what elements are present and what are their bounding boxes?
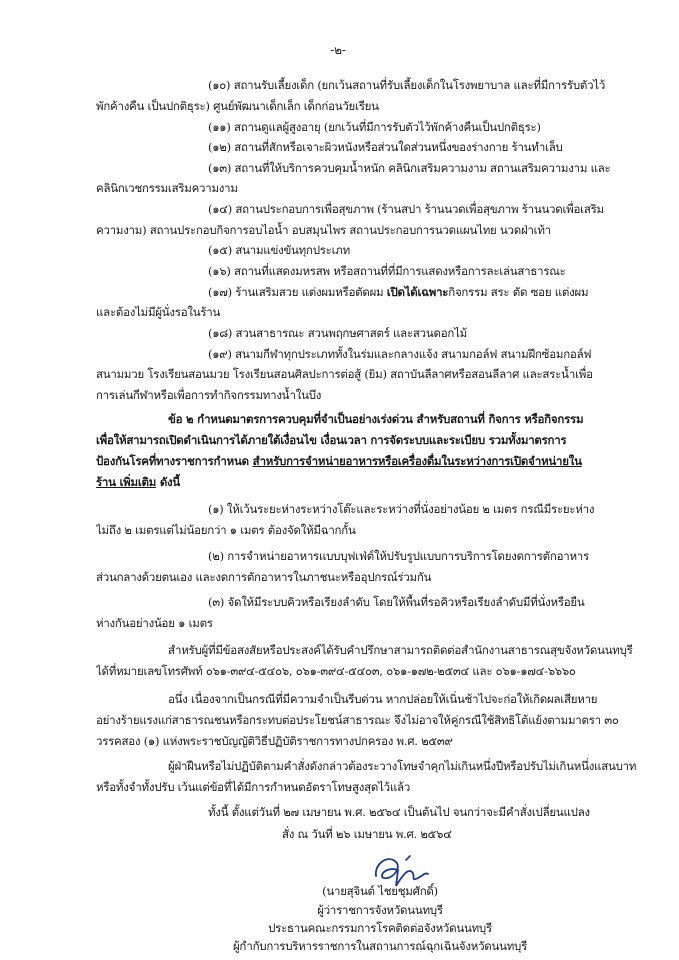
item-14-line2: ความงาม) สถานประกอบกิจการอบไอน้ำ อบสมุนไพร สถานประกอบการนวดแผนไทย นวดฝ่าเท้า xyxy=(96,223,551,237)
clause-2-line3 xyxy=(96,453,582,469)
measure-3-line1: (๓) จัดให้มีระบบคิวหรือเรียงลำดับ โดยให้พื้นที่รอคิวหรือเรียงลำดับมีที่นั่งหรือยืน xyxy=(208,595,585,609)
item-17-line2: และต้องไม่มีผู้นั่งรอในร้าน xyxy=(96,305,221,319)
signer-title-2: ประธานคณะกรรมการโรคติดต่อจังหวัดนนทบุรี xyxy=(268,921,492,935)
urgency-line1: อนึ่ง เนื่องจากเป็นกรณีที่มีความจำเป็นรีบด่วน หากปล่อยให้เนิ่นช้าไปจะก่อให้เกิดผลเสียหาย xyxy=(168,692,598,706)
page-number: -๒- xyxy=(330,43,346,57)
urgency-line2: อย่างร้ายแรงแก่สาธารณชนหรือกระทบต่อประโยชน์สาธารณะ จึงไม่อาจให้คู่กรณีใช้สิทธิโต้แย้งตามมาตรา ๓๐ xyxy=(96,713,619,727)
measure-2-line2: ส่วนกลางด้วยตนเอง และงดการตักอาหารในภาชนะหรืออุปกรณ์ร่วมกัน xyxy=(96,570,432,584)
item-19-line1: (๑๙) สนามกีฬาทุกประเภททั้งในร่มและกลางแจ้ง สนามกอล์ฟ สนามฝึกซ้อมกอล์ฟ xyxy=(208,347,592,361)
order-date: สั่ง ณ วันที่ ๒๖ เมษายน พ.ศ. ๒๕๖๔ xyxy=(282,827,452,841)
item-13-line1: (๑๓) สถานที่ให้บริการควบคุมน้ำหนัก คลินิกเสริมความงาม สถานเสริมความงาม และ xyxy=(208,161,611,175)
signer-name: (นายสุจินต์ ไชยชุมศักดิ์) xyxy=(322,884,438,898)
item-12: (๑๒) สถานที่สักหรือเจาะผิวหนังหรือส่วนใดส่วนหนึ่งของร่างกาย ร้านทำเล็บ xyxy=(208,140,563,154)
contact-line2: ได้ที่หมายเลขโทรศัพท์ ๐๖๑-๓๙๔-๕๔๐๖, ๐๖๑-๓๙๔-๕๔๐๓, ๐๖๑-๑๗๒-๒๕๓๔ และ ๐๖๑-๑๗๔-๖๖๖๐ xyxy=(96,664,576,678)
clause-2-suffix: ดังนี้ xyxy=(156,475,181,489)
penalty-line1: ผู้ฝ่าฝืนหรือไม่ปฏิบัติตามคำสั่งดังกล่าวต้องระวางโทษจำคุกไม่เกินหนึ่งปีหรือปรับไม่เกินหนึ่งแสนบาท xyxy=(168,759,637,773)
item-17-text-c: กิจกรรม สระ ตัด ซอย แต่งผม xyxy=(448,285,589,299)
measure-1-line1: (๑) ให้เว้นระยะห่างระหว่างโต๊ะและระหว่างที่นั่งอย่างน้อย ๒ เมตร กรณีมีระยะห่าง xyxy=(208,502,595,516)
item-10-line1: (๑๐) สถานรับเลี้ยงเด็ก (ยกเว้นสถานที่รับเลี้ยงเด็กในโรงพยาบาล และที่มีการรับตัวไว้ xyxy=(208,78,606,92)
item-15: (๑๕) สนามแข่งขันทุกประเภท xyxy=(208,243,350,257)
clause-2-line4 xyxy=(96,474,180,490)
effective-date: ทั้งนี้ ตั้งแต่วันที่ ๒๗ เมษายน พ.ศ. ๒๕๖๔ เป็นต้นไป จนกว่าจะมีคำสั่งเปลี่ยนแปลง xyxy=(208,805,590,819)
item-11: (๑๑) สถานดูแลผู้สูงอายุ (ยกเว้นที่มีการรับตัวไว้พักค้างคืนเป็นปกติธุระ) xyxy=(208,120,541,134)
clause-2-underlined: สำหรับการจำหน่ายอาหารหรือเครื่องดื่มในระหว่างการเปิดจำหน่ายใน xyxy=(252,454,582,468)
clause-2-line2: เพื่อให้สามารถเปิดดำเนินการได้ภายใต้เงื่อนไข เงื่อนเวลา การจัดระบบและระเบียบ รวมทั้งมาตรการ xyxy=(96,433,567,447)
signer-title-1: ผู้ว่าราชการจังหวัดนนทบุรี xyxy=(317,903,443,917)
item-19-line2: สนามมวย โรงเรียนสอนมวย โรงเรียนสอนศิลปะการต่อสู้ (ยิม) สถาบันลีลาศหรือสอนลีลาศ และสระน้ำเพื่อ xyxy=(96,367,593,381)
contact-line1: สำหรับผู้ที่มีข้อสงสัยหรือประสงค์ได้รับคำปรึกษาสามารถติดต่อสำนักงานสาธารณสุขจังหวัดนนทบุรี xyxy=(168,643,633,657)
item-17-line1 xyxy=(208,284,588,300)
penalty-line2: หรือทั้งจำทั้งปรับ เว้นแต่ข้อที่ได้มีการกำหนดอัตราโทษสูงสุดไว้แล้ว xyxy=(96,780,411,794)
item-17-text-a: (๑๗) ร้านเสริมสวย แต่งผมหรือตัดผม xyxy=(208,285,387,299)
clause-2-line1: ข้อ ๒ กำหนดมาตรการควบคุมที่จำเป็นอย่างเร่งด่วน สำหรับสถานที่ กิจการ หรือกิจกรรม xyxy=(168,412,584,426)
signer-title-3: ผู้กำกับการบริหารราชการในสถานการณ์ฉุกเฉินจังหวัดนนทบุรี xyxy=(232,939,528,953)
measure-2-line1: (๒) การจำหน่ายอาหารแบบบุฟเฟ่ต์ให้ปรับรูปแบบการบริการโดยงดการตักอาหาร xyxy=(208,549,589,563)
item-16: (๑๖) สถานที่แสดงมหรสพ หรือสถานที่ที่มีการแสดงหรือการละเล่นสาธารณะ xyxy=(208,264,566,278)
item-18: (๑๘) สวนสาธารณะ สวนพฤกษศาสตร์ และสวนดอกไม้ xyxy=(208,326,467,340)
measure-1-line2: ไม่ถึง ๒ เมตรแต่ไม่น้อยกว่า ๑ เมตร ต้องจัดให้มีฉากกั้น xyxy=(96,523,356,537)
clause-2-underlined-end: ร้าน เพิ่มเติม xyxy=(96,475,157,489)
item-14-line1: (๑๔) สถานประกอบการเพื่อสุขภาพ (ร้านสปา ร้านนวดเพื่อสุขภาพ ร้านนวดเพื่อเสริม xyxy=(208,202,604,216)
item-13-line2: คลินิกเวชกรรมเสริมความงาม xyxy=(96,181,238,195)
clause-2-text: ป้องกันโรคที่ทางราชการกำหนด xyxy=(96,454,253,468)
item-17-bold: เปิดได้เฉพาะ xyxy=(386,285,449,299)
urgency-line3: วรรคสอง (๑) แห่งพระราชบัญญัติวิธีปฏิบัติราชการทางปกครอง พ.ศ. ๒๕๓๙ xyxy=(96,734,453,748)
item-10-line2: พักค้างคืน เป็นปกติธุระ) ศูนย์พัฒนาเด็กเล็ก เด็กก่อนวัยเรียน xyxy=(96,99,379,113)
item-19-line3: การเล่นกีฬาหรือเพื่อการทำกิจกรรมทางน้ำในบึง xyxy=(96,388,322,402)
measure-3-line2: ห่างกันอย่างน้อย ๑ เมตร xyxy=(96,616,213,630)
